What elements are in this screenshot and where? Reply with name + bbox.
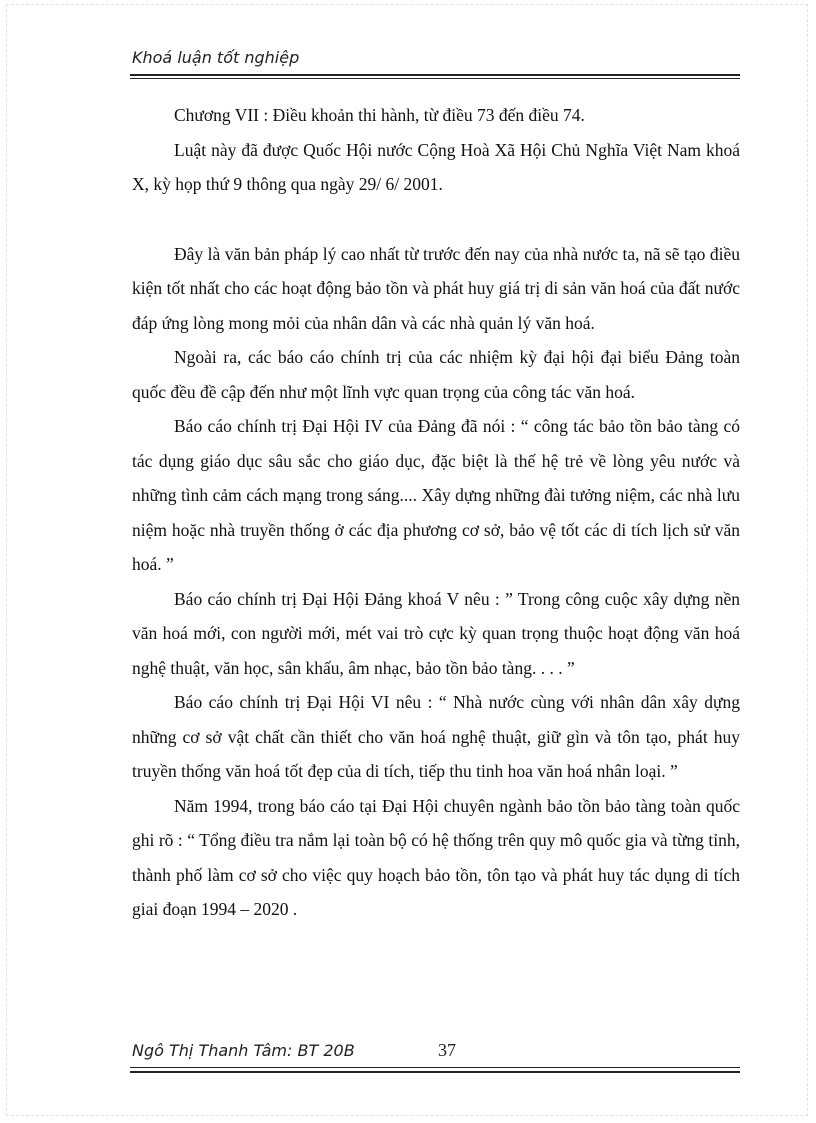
paragraph-chapter-vii: Chương VII : Điều khoản thi hành, từ điều 73 đến điều 74. — [174, 105, 585, 125]
paragraph-political-reports: Ngoài ra, các báo cáo chính trị của các nhiệm kỳ đại hội đại biểu Đảng toàn quốc đều đề cập đến như một lĩnh vực quan trọng của công tác văn hoá. — [132, 347, 740, 402]
paragraph-law-adoption: Luật này đã được Quốc Hội nước Cộng Hoà Xã Hội Chủ Nghĩa Việt Nam khoá X, kỳ họp thứ 9 thông qua ngày 29/ 6/ 2001. — [132, 139, 740, 194]
document-body — [132, 98, 740, 927]
footer-author: Ngô Thị Thanh Tâm: BT 20B — [132, 1041, 355, 1060]
page-number: 37 — [438, 1040, 456, 1060]
header-title: Khoá luận tốt nghiệp — [132, 48, 300, 67]
paragraph-congress-v: Báo cáo chính trị Đại Hội Đảng khoá V nêu : ” Trong công cuộc xây dựng nền văn hoá mới, con người mới, mét vai trò cực kỳ quan trọng thuộc hoạt động văn hoá nghệ thuật, văn học, sân khấu, âm nhạc, bảo tồn bảo tàng. . . . ” — [132, 588, 740, 678]
header-rule-thick — [130, 74, 740, 76]
header-rule-thin — [130, 78, 740, 79]
footer-rule-thin — [130, 1067, 740, 1068]
paragraph-legal-document: Đây là văn bản pháp lý cao nhất từ trước đến nay của nhà nước ta, nã sẽ tạo điều kiện tốt nhất cho các hoạt động bảo tồn và phát huy giá trị di sản văn hoá của đất nước đáp ứng lòng mong mỏi của nhân dân và các nhà quản lý văn hoá. — [132, 243, 740, 333]
paragraph-congress-vi: Báo cáo chính trị Đại Hội VI nêu : “ Nhà nước cùng với nhân dân xây dựng những cơ sở vật chất cần thiết cho văn hoá nghệ thuật, giữ gìn và tôn tạo, phát huy truyền thống văn hoá tốt đẹp của di tích, tiếp thu tinh hoa văn hoá nhân loại. ” — [132, 692, 740, 781]
paragraph-congress-iv: Báo cáo chính trị Đại Hội IV của Đảng đã nói : “ công tác bảo tồn bảo tàng có tác dụng giáo dục sâu sắc cho giáo dục, đặc biệt là thế hệ trẻ về lòng yêu nước và những tình cảm cách mạng trong sáng.... Xây dựng những đài tưởng niệm, các nhà lưu niệm hoặc nhà truyền thống ở các địa phương cơ sở, bảo vệ tốt các di tích lịch sử văn hoá. ” — [132, 416, 740, 574]
paragraph-1994-report: Năm 1994, trong báo cáo tại Đại Hội chuyên ngành bảo tồn bảo tàng toàn quốc ghi rõ : “ Tổng điều tra nắm lại toàn bộ có hệ thống trên quy mô quốc gia và từng tỉnh, thành phố làm cơ sở cho việc quy hoạch bảo tồn, tôn tạo và phát huy tác dụng di tích giai đoạn 1994 – 2020 . — [132, 795, 740, 919]
footer-rule-thick — [130, 1071, 740, 1073]
